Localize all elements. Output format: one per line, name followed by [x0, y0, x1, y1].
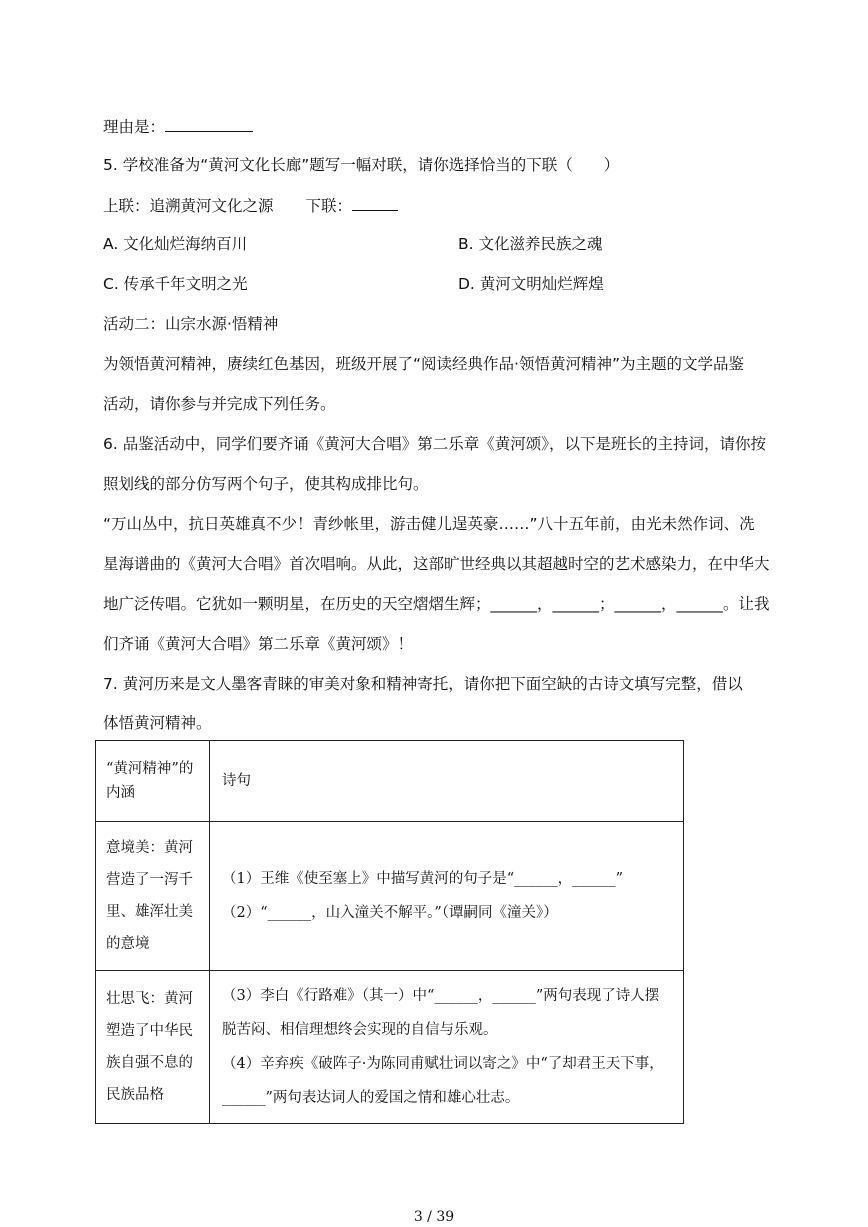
- q5-option-d[interactable]: D. 黄河文明灿烂辉煌: [458, 275, 604, 293]
- q6-passage-line4: 们齐诵《黄河大合唱》第二乐章《黄河颂》！: [103, 635, 414, 653]
- q6-passage-line3: 地广泛传唱。它犹如一颗明星，在历史的天空熠熠生辉；______，______；______，______。让我: [103, 595, 770, 613]
- q5-lower-blank[interactable]: [352, 194, 398, 211]
- q5-stem: 5. 学校准备为“黄河文化长廊”题写一幅对联，请你选择恰当的下联（ ）: [103, 156, 620, 174]
- reason-line: [103, 115, 253, 137]
- q5-couplet: [103, 194, 398, 216]
- row1-meaning: 意境美：黄河营造了一泻千里、雄浑壮美的意境: [96, 822, 210, 971]
- row2-verse-4[interactable]: （4）辛弃疾《破阵子·为陈同甫赋壮词以寄之》中“了却君王天下事，______”两句表达词人的爱国之情和雄心壮志。: [222, 1056, 664, 1106]
- activity2-intro-line2: 活动，请你参与并完成下列任务。: [103, 395, 336, 413]
- q5-option-a[interactable]: A. 文化灿烂海纳百川: [103, 235, 248, 253]
- row2-meaning: 壮思飞：黄河塑造了中华民族自强不息的民族品格: [96, 971, 210, 1124]
- q5-option-c[interactable]: C. 传承千年文明之光: [103, 275, 248, 293]
- header-meaning: “黄河精神”的内涵: [96, 741, 210, 822]
- activity2-intro-line1: 为领悟黄河精神，赓续红色基因，班级开展了“阅读经典作品·领悟黄河精神”为主题的文学品鉴: [103, 355, 744, 373]
- answer-blank[interactable]: [165, 115, 253, 132]
- q5-lower-label: 下联：: [305, 197, 353, 215]
- q7-stem-line2: 体悟黄河精神。: [103, 714, 212, 732]
- header-verses: 诗句: [210, 741, 684, 822]
- q6-passage-line1: “万山丛中，抗日英雄真不少！青纱帐里，游击健儿逞英豪……”八十五年前，由光未然作词、冼: [103, 515, 755, 533]
- row1-verse-1[interactable]: （1）王维《使至塞上》中描写黄河的句子是“______，______”: [222, 871, 624, 887]
- row2-verses: [210, 971, 684, 1124]
- table-header-row: [96, 741, 684, 822]
- q7-stem-line1: 7. 黄河历来是文人墨客青睐的审美对象和精神寄托，请你把下面空缺的古诗文填写完整，借以: [103, 675, 743, 693]
- row1-verses: [210, 822, 684, 971]
- q6-stem-line1: 6. 品鉴活动中，同学们要齐诵《黄河大合唱》第二乐章《黄河颂》，以下是班长的主持词，请你按: [103, 435, 766, 453]
- page-number: 3 / 39: [413, 1209, 455, 1225]
- reason-label: 理由是：: [103, 118, 166, 136]
- q5-option-b[interactable]: B. 文化滋养民族之魂: [458, 235, 603, 253]
- activity2-title: 活动二：山宗水源·悟精神: [103, 315, 279, 333]
- q6-stem-line2: 照划线的部分仿写两个句子，使其构成排比句。: [103, 475, 429, 493]
- q5-upper: 上联：追溯黄河文化之源: [103, 197, 274, 215]
- poetry-table: [95, 740, 684, 1124]
- table-row: [96, 971, 684, 1124]
- row2-verse-3[interactable]: （3）李白《行路难》（其一）中“______，______”两句表现了诗人摆脱苦闷、相信理想终会实现的自信与乐观。: [222, 988, 660, 1038]
- row1-verse-2[interactable]: （2）“______，山入潼关不解平。”（谭嗣同《潼关》）: [222, 905, 558, 921]
- table-row: [96, 822, 684, 971]
- q6-passage-line2: 星海谱曲的《黄河大合唱》首次唱响。从此，这部旷世经典以其超越时空的艺术感染力，在中华大: [103, 555, 770, 573]
